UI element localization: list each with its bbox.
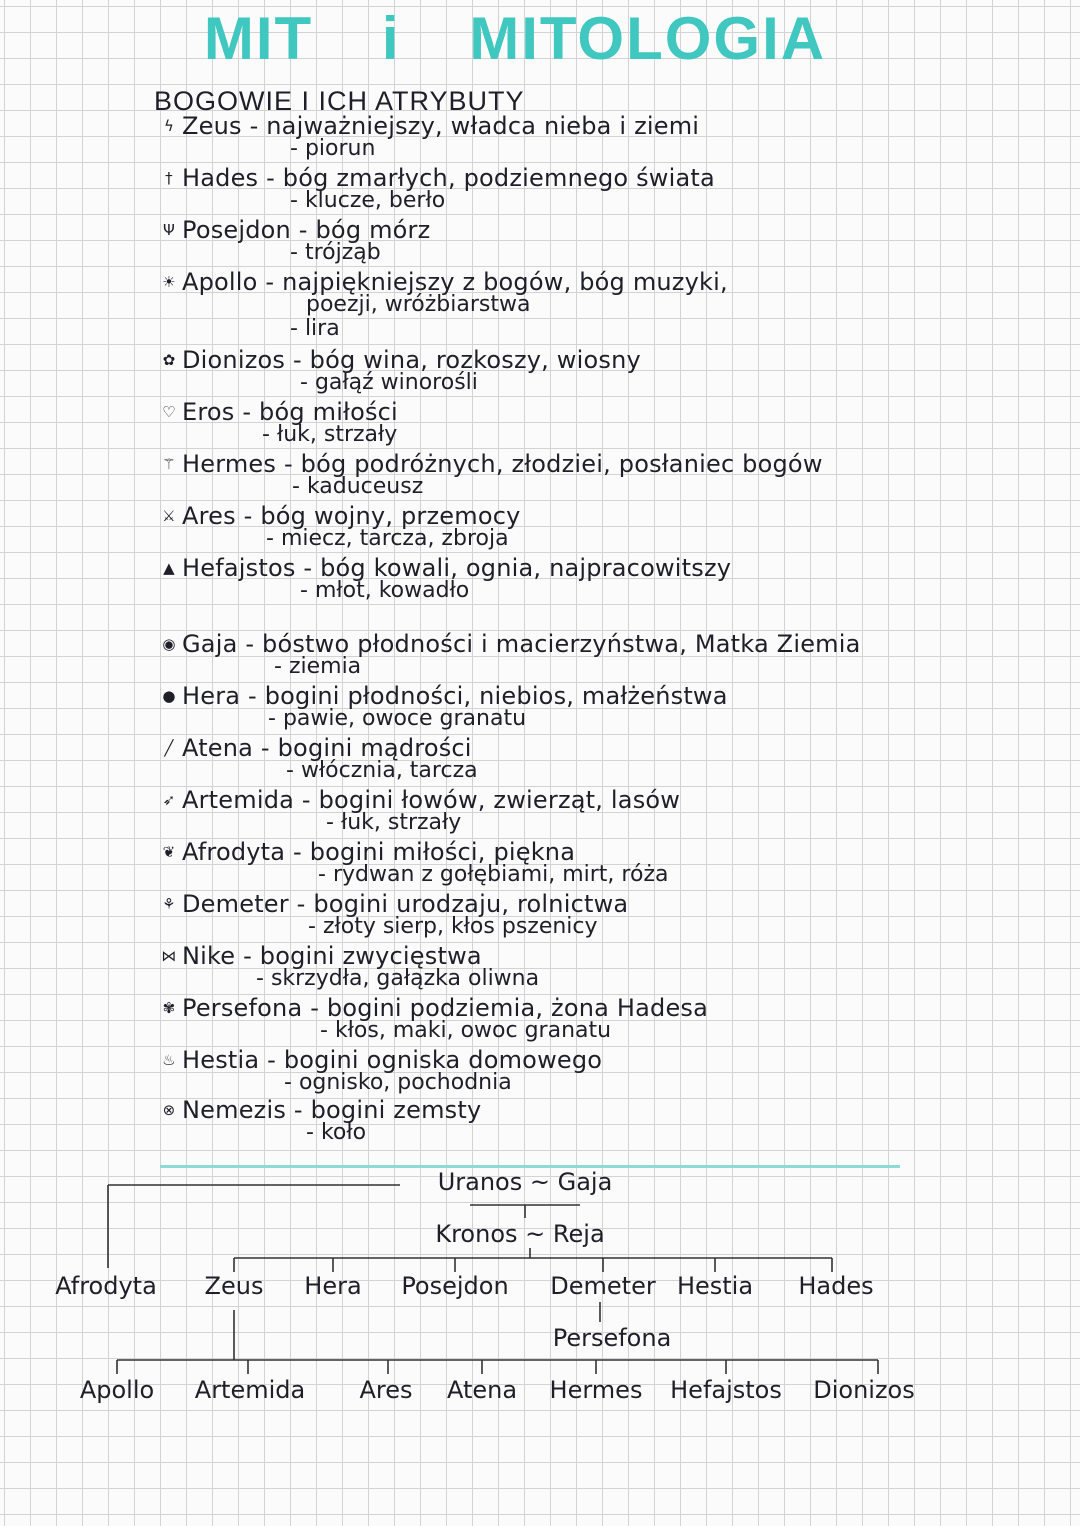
tree-hades: Hades [798, 1272, 874, 1300]
wings-icon: ⋈ [161, 947, 177, 965]
god-attributes: - piorun [290, 136, 376, 161]
god-name: Hades [182, 164, 259, 192]
god-attributes: - pawie, owoce granatu [268, 706, 527, 731]
god-name: Hestia [182, 1046, 260, 1074]
bow-icon: ➶ [162, 791, 176, 809]
god-description: bogini podziemia, żona Hadesa [326, 994, 709, 1022]
god-description: bóstwo płodności i macierzyństwa, Matka Ziemia [262, 630, 861, 658]
god-description: bóg mórz [315, 216, 431, 244]
god-entry: ✾ Persefona - bogini podziemia, żona Hadesa [158, 994, 708, 1022]
god-description: bogini płodności, niebios, małżeństwa [264, 682, 728, 710]
god-name: Posejdon [182, 216, 291, 244]
god-name: Hera [182, 682, 241, 710]
god-attributes: - kłos, maki, owoc granatu [320, 1018, 612, 1043]
section-heading: BOGOWIE I ICH ATRYBUTY [154, 86, 525, 116]
tree-hefajstos: Hefajstos [670, 1376, 782, 1404]
tree-dionizos: Dionizos [813, 1376, 915, 1404]
god-name: Gaja [182, 630, 238, 658]
god-attributes: - kaduceusz [292, 474, 424, 499]
caduceus-icon: ⚚ [162, 455, 176, 473]
god-description: bóg kowali, ognia, najpracowitszy [320, 554, 732, 582]
god-entry: ➶ Artemida - bogini łowów, zwierząt, lasów [158, 786, 680, 814]
attribute-text: gałąź winorośli [314, 370, 478, 395]
god-name: Demeter [182, 890, 289, 918]
god-attributes: - trójząb [290, 240, 381, 265]
god-attributes: - skrzydła, gałązka oliwna [256, 966, 540, 991]
god-description: najpiękniejszy z bogów, bóg muzyki, [282, 268, 728, 296]
god-attributes: - lira [290, 316, 340, 341]
title-conjunction: i [381, 5, 401, 72]
god-attributes: - łuk, strzały [326, 810, 462, 835]
attribute-text: skrzydła, gałązka oliwna [270, 966, 540, 991]
god-description: bogini ogniska domowego [283, 1046, 603, 1074]
god-entry: ⚚ Hermes - bóg podróżnych, złodziei, posłaniec bogów [158, 450, 823, 478]
attribute-text: łuk, strzały [276, 422, 398, 447]
god-name: Atena [182, 734, 254, 762]
sun-icon: ☀ [162, 273, 176, 291]
tree-kronos: Kronos [435, 1220, 518, 1248]
god-entry: ✿ Dionizos - bóg wina, rozkoszy, wiosny [158, 346, 641, 374]
attribute-text: ziemia [288, 654, 362, 679]
god-entry: ▲ Hefajstos - bóg kowali, ognia, najpracowitszy [158, 554, 731, 582]
tree-persefona: Persefona [552, 1324, 672, 1352]
god-entry: Ψ Posejdon - bóg mórz [158, 216, 430, 244]
god-attributes: - gałąź winorośli [300, 370, 478, 395]
tree-sep: ~ [529, 1168, 550, 1196]
attribute-text: złoty sierp, kłos pszenicy [322, 914, 598, 939]
attribute-text: lira [304, 316, 340, 341]
god-entry: ❦ Afrodyta - bogini miłości, piękna [158, 838, 575, 866]
god-description: najważniejszy, władca nieba i ziemi [266, 112, 700, 140]
god-description: bogini zemsty [310, 1096, 482, 1124]
attribute-text: młot, kowadło [314, 578, 470, 603]
attribute-text: kaduceusz [306, 474, 424, 499]
god-description: bogini mądrości [277, 734, 472, 762]
god-attributes: - ziemia [274, 654, 362, 679]
tree-gaja: Gaja [557, 1168, 613, 1196]
tree-hera: Hera [304, 1272, 362, 1300]
god-description-cont: poezji, wróżbiarstwa [306, 292, 531, 317]
god-description: bóg zmarłych, podziemnego świata [282, 164, 715, 192]
god-description: bóg wojny, przemocy [260, 502, 521, 530]
god-description: bóg miłości [259, 398, 398, 426]
god-description: bogini miłości, piękna [309, 838, 576, 866]
trident-icon: Ψ [162, 221, 175, 239]
god-name: Zeus [182, 112, 242, 140]
hammer-icon: ▲ [163, 559, 175, 577]
tree-zeus: Zeus [204, 1272, 264, 1300]
title-part1: MIT [203, 5, 314, 72]
god-name: Apollo [182, 268, 258, 296]
god-entry: ⊗ Nemezis - bogini zemsty [158, 1096, 481, 1124]
god-entry: ☀ Apollo - najpiękniejszy z bogów, bóg muzyki, [158, 268, 728, 296]
tree-ares: Ares [359, 1376, 413, 1404]
god-entry: ◉ Gaja - bóstwo płodności i macierzyństwa, Matka Ziemia [158, 630, 861, 658]
tree-gen1 [438, 1168, 613, 1196]
god-entry: ♨ Hestia - bogini ogniska domowego [158, 1046, 602, 1074]
tree-atena: Atena [446, 1376, 518, 1404]
god-name: Artemida [182, 786, 295, 814]
god-entry: ⋈ Nike - bogini zwycięstwa [158, 942, 482, 970]
god-description: bóg podróżnych, złodziei, posłaniec bogów [300, 450, 823, 478]
attribute-text: trójząb [304, 240, 381, 265]
tree-demeter: Demeter [550, 1272, 656, 1300]
attribute-text: włócznia, tarcza [300, 758, 478, 783]
god-attributes: - młot, kowadło [300, 578, 470, 603]
god-entry: ⚔ Ares - bóg wojny, przemocy [158, 502, 521, 530]
god-description: bóg wina, rozkoszy, wiosny [309, 346, 641, 374]
god-name: Ares [182, 502, 236, 530]
cross-icon: † [165, 169, 173, 187]
attribute-text: rydwan z gołębiami, mirt, róża [332, 862, 669, 887]
god-entry: ● Hera - bogini płodności, niebios, małżeństwa [158, 682, 728, 710]
tree-gen2 [435, 1220, 604, 1248]
attribute-text: ognisko, pochodnia [298, 1070, 512, 1095]
tree-hermes: Hermes [549, 1376, 643, 1404]
god-name: Dionizos [182, 346, 286, 374]
grapes-icon: ✿ [162, 351, 176, 369]
god-attributes: - złoty sierp, kłos pszenicy [308, 914, 598, 939]
lightning-icon: ϟ [163, 117, 175, 135]
wheel-icon: ⊗ [162, 1101, 176, 1119]
god-attributes: - koło [306, 1120, 367, 1145]
god-attributes: - włócznia, tarcza [286, 758, 478, 783]
god-attributes: - ognisko, pochodnia [284, 1070, 512, 1095]
attribute-text: pawie, owoce granatu [282, 706, 527, 731]
god-name: Nemezis [182, 1096, 287, 1124]
dove-icon: ❦ [162, 843, 176, 861]
god-name: Nike [182, 942, 236, 970]
god-entry: ϟ Zeus - najważniejszy, władca nieba i ziemi [158, 112, 699, 140]
title-part2: MITOLOGIA [469, 5, 827, 72]
tree-afrodyta: Afrodyta [55, 1272, 157, 1300]
tree-uranos: Uranos [437, 1168, 523, 1196]
god-name: Eros [182, 398, 235, 426]
attribute-text: łuk, strzały [340, 810, 462, 835]
wheat-icon: ⚘ [162, 895, 176, 913]
sword-icon: ⚔ [162, 507, 176, 525]
attribute-text: kłos, maki, owoc granatu [334, 1018, 612, 1043]
attribute-text: miecz, tarcza, zbroja [280, 526, 509, 551]
tree-hestia: Hestia [676, 1272, 754, 1300]
god-attributes: - klucze, berło [290, 188, 446, 213]
god-name: Persefona [182, 994, 303, 1022]
pomegranate-icon: ● [162, 687, 176, 705]
god-entry: † Hades - bóg zmarłych, podziemnego świata [158, 164, 715, 192]
attribute-text: piorun [304, 136, 376, 161]
god-description: bogini łowów, zwierząt, lasów [318, 786, 681, 814]
attribute-text: koło [320, 1120, 367, 1145]
heart-icon: ♡ [162, 403, 176, 421]
god-name: Hermes [182, 450, 277, 478]
god-description: bogini zwycięstwa [259, 942, 482, 970]
earth-icon: ◉ [162, 635, 176, 653]
attribute-text: klucze, berło [304, 188, 446, 213]
spear-icon: ╱ [164, 739, 174, 757]
god-entry: ⚘ Demeter - bogini urodzaju, rolnictwa [158, 890, 628, 918]
god-attributes: - łuk, strzały [262, 422, 398, 447]
tree-artemida: Artemida [194, 1376, 306, 1404]
flame-icon: ♨ [162, 1051, 176, 1069]
god-name: Afrodyta [182, 838, 286, 866]
god-attributes: - miecz, tarcza, zbroja [266, 526, 509, 551]
god-description: bogini urodzaju, rolnictwa [313, 890, 629, 918]
tree-posejdon: Posejdon [401, 1272, 509, 1300]
god-entry: ♡ Eros - bóg miłości [158, 398, 398, 426]
god-entry: ╱ Atena - bogini mądrości [158, 734, 472, 762]
tree-reja: Reja [552, 1220, 605, 1248]
tree-sep: ~ [525, 1220, 546, 1248]
flower-icon: ✾ [162, 999, 176, 1017]
god-attributes: - rydwan z gołębiami, mirt, róża [318, 862, 669, 887]
god-name: Hefajstos [182, 554, 296, 582]
tree-apollo: Apollo [79, 1376, 155, 1404]
